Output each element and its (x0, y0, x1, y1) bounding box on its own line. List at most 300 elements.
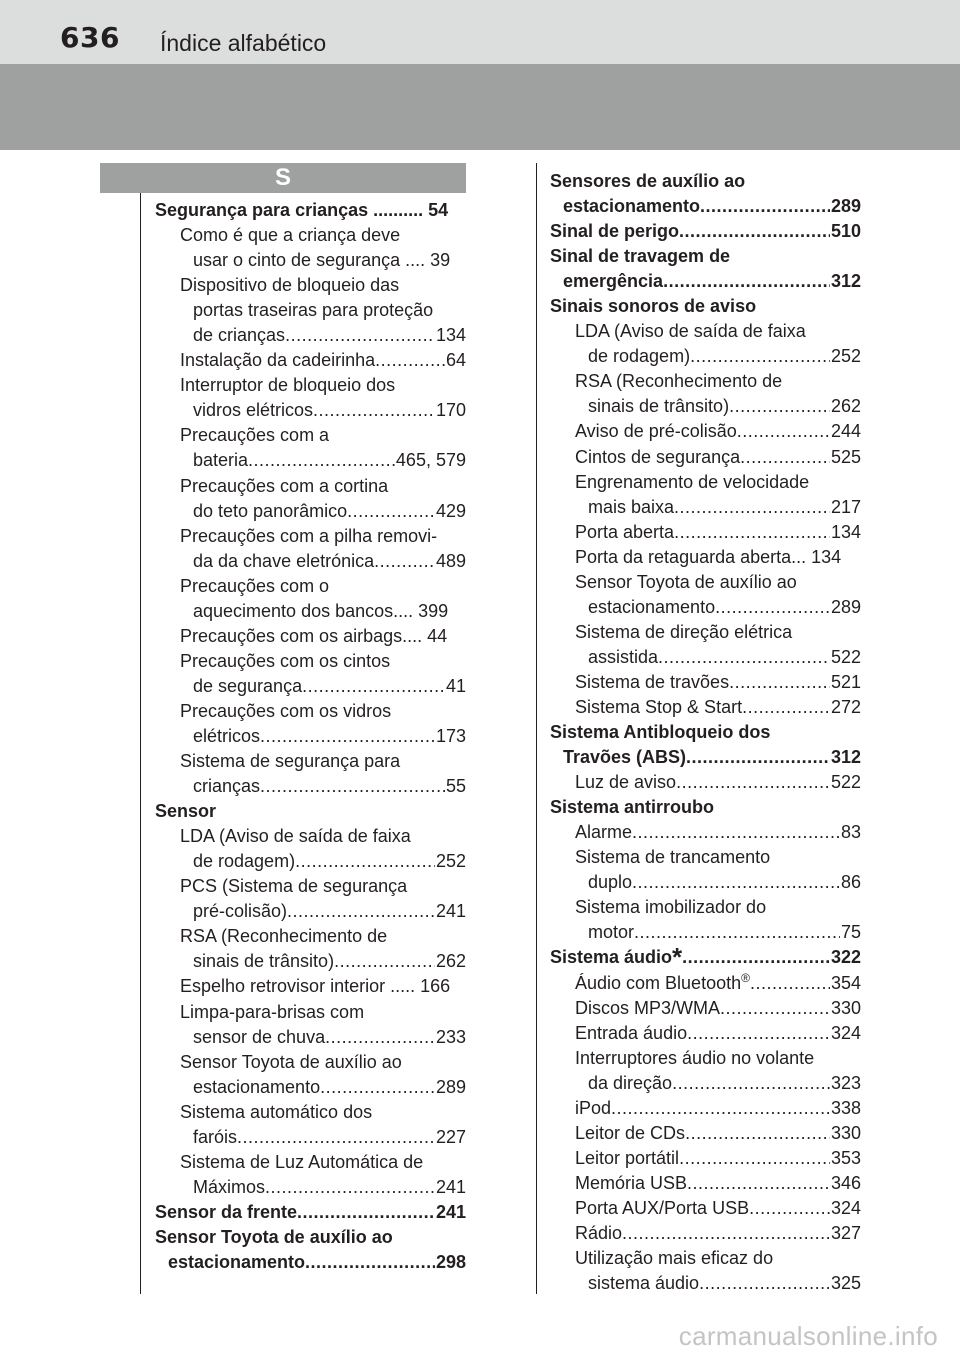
index-entry (155, 373, 466, 398)
entry-label: Discos MP3/WMA (575, 997, 721, 1018)
entry-label: mais baixa (588, 496, 675, 517)
index-entry (550, 720, 861, 745)
entry-label: RSA (Reconhecimento de (180, 926, 388, 947)
entry-label: PCS (Sistema de segurança (180, 876, 408, 897)
index-entry (550, 770, 861, 795)
index-entry (550, 620, 861, 645)
entry-label: Sinal de perigo (550, 221, 680, 242)
leader-dots (679, 1146, 830, 1171)
index-entry (155, 1025, 466, 1050)
entry-label: Sensor (155, 801, 217, 822)
entry-term (550, 219, 679, 244)
entry-term (575, 1171, 687, 1196)
entry-label: RSA (Reconhecimento de (575, 371, 783, 392)
entry-label: Sensor Toyota de auxílio ao (180, 1051, 402, 1072)
entry-label: LDA (Aviso de saída de faixa (575, 321, 806, 342)
leader-dots (260, 774, 445, 799)
entry-page: 330 (830, 1122, 861, 1143)
entry-page: 262 (830, 396, 861, 417)
entry-page: 522 (830, 646, 861, 667)
entry-page: 323 (830, 1072, 861, 1093)
entry-page: 353 (830, 1147, 861, 1168)
index-entry (155, 624, 466, 649)
entry-term (168, 1250, 305, 1275)
leader-dots (737, 419, 830, 444)
entry-page: 252 (830, 346, 861, 367)
entry-term (588, 870, 632, 895)
watermark: carmanualsonline.info (678, 1321, 938, 1351)
entry-page: 289 (830, 196, 861, 217)
index-entry (155, 949, 466, 974)
entry-label: Memória USB (575, 1172, 688, 1193)
entry-label: Porta AUX/Porta USB (575, 1197, 750, 1218)
index-entry (155, 273, 466, 298)
index-entry (550, 1146, 861, 1171)
index-entry (550, 394, 861, 419)
index-entry (155, 524, 466, 549)
entry-page: 217 (830, 496, 861, 517)
entry-label: de segurança (193, 675, 303, 696)
entry-page: 465, 579 (395, 450, 466, 471)
entry-term (193, 499, 347, 524)
entry-page: 241 (435, 1201, 466, 1222)
entry-term (575, 670, 729, 695)
entry-page: 429 (435, 500, 466, 521)
entry-term (575, 1196, 749, 1221)
entry-label: Entrada áudio (575, 1022, 688, 1043)
entry-term (193, 448, 248, 473)
index-entry (155, 674, 466, 699)
index-entry (550, 520, 861, 545)
section-letter: S (100, 163, 466, 193)
entry-label: Sistema de segurança para (180, 751, 401, 772)
index-entry (550, 971, 861, 996)
index-entry (550, 820, 861, 845)
entry-term (588, 1271, 699, 1296)
index-entry (155, 774, 466, 799)
index-entry (155, 323, 466, 348)
entry-label: Travões (ABS) (563, 747, 687, 768)
entry-label: Porta aberta (575, 521, 675, 542)
index-entry (155, 1050, 466, 1075)
index-entry (550, 645, 861, 670)
index-entry (550, 795, 861, 820)
leader-dots (740, 445, 830, 470)
index-column-right (550, 169, 861, 1296)
index-entry (550, 920, 861, 945)
leader-dots (749, 1196, 830, 1221)
entry-superscript: ® (741, 970, 750, 985)
entry-label: Sensor Toyota de auxílio ao (575, 571, 797, 592)
entry-term (193, 849, 295, 874)
leader-dots (622, 1221, 830, 1246)
index-entry (550, 670, 861, 695)
entry-label: Espelho retrovisor interior ..... (180, 976, 416, 997)
entry-label: Sistema automático dos (180, 1101, 373, 1122)
leader-dots (742, 695, 830, 720)
index-entry (155, 849, 466, 874)
entry-label: Sinais sonoros de aviso (550, 296, 757, 317)
entry-label: Sistema de Luz Automática de (180, 1151, 424, 1172)
leader-dots (297, 1200, 435, 1225)
entry-term (193, 949, 334, 974)
entry-term (588, 394, 729, 419)
entry-page: 244 (830, 421, 861, 442)
entry-page: 522 (830, 772, 861, 793)
entry-page: 324 (830, 1022, 861, 1043)
entry-term (193, 1125, 237, 1150)
page-header (0, 0, 960, 64)
entry-label: elétricos (193, 725, 261, 746)
entry-term (193, 1175, 265, 1200)
header-band (0, 64, 960, 150)
entry-page: 39 (425, 250, 451, 271)
entry-label: Sistema de travões (575, 671, 730, 692)
entry-term (575, 1221, 622, 1246)
entry-page: 324 (830, 1197, 861, 1218)
leader-dots (676, 770, 830, 795)
index-entry (155, 423, 466, 448)
entry-label: Máximos (193, 1176, 266, 1197)
entry-page: 312 (830, 747, 861, 768)
entry-label: sensor de chuva (193, 1026, 326, 1047)
entry-page: 233 (435, 1026, 466, 1047)
leader-dots (634, 920, 840, 945)
index-entry (155, 649, 466, 674)
entry-term (155, 1200, 297, 1225)
entry-term (193, 724, 260, 749)
page-title: Índice alfabético (160, 30, 327, 56)
entry-label: Limpa-para-brisas com (180, 1001, 365, 1022)
entry-page: 241 (435, 901, 466, 922)
entry-label: Precauções com o (180, 575, 330, 596)
leader-dots (720, 996, 830, 1021)
entry-label: Sistema imobilizador do (575, 897, 767, 918)
index-entry (155, 874, 466, 899)
entry-label: do teto panorâmico (193, 500, 348, 521)
entry-label: Segurança para crianças .......... (155, 200, 424, 220)
entry-label: Como é que a criança deve (180, 225, 401, 246)
entry-label: sinais de trânsito) (193, 951, 335, 972)
entry-label: Precauções com os airbags.... (180, 625, 423, 646)
entry-term (193, 1025, 325, 1050)
entry-label: Sistema antirroubo (550, 797, 715, 818)
entry-label: Interruptor de bloqueio dos (180, 375, 396, 396)
leader-dots (658, 645, 830, 670)
entry-label: Precauções com a pilha removi- (180, 525, 438, 546)
index-entry (550, 495, 861, 520)
entry-label: Precauções com a cortina (180, 475, 389, 496)
entry-page: 64 (445, 350, 466, 371)
entry-label: de rodagem) (193, 851, 296, 872)
leader-dots (334, 949, 435, 974)
entry-label: Cintos de segurança (575, 446, 741, 467)
entry-label: Sinal de travagem de (550, 246, 731, 267)
entry-page: 241 (435, 1176, 466, 1197)
entry-page: 525 (830, 446, 861, 467)
index-entry (155, 1175, 466, 1200)
index-entry (155, 223, 466, 248)
leader-dots (687, 1021, 830, 1046)
index-entry (155, 574, 466, 599)
entry-term (575, 1146, 679, 1171)
index-entry (550, 244, 861, 269)
entry-label: Dispositivo de bloqueio das (180, 275, 400, 296)
index-entry (155, 1250, 466, 1275)
leader-dots (686, 745, 830, 770)
entry-page: 272 (830, 696, 861, 717)
entry-label: Sistema de trancamento (575, 847, 771, 868)
index-entry (155, 749, 466, 774)
entry-term (563, 745, 686, 770)
leader-dots (375, 348, 445, 373)
index-entry (155, 974, 466, 999)
leader-dots (750, 971, 830, 996)
entry-page: 252 (435, 851, 466, 872)
entry-term (588, 1071, 672, 1096)
entry-term (575, 695, 742, 720)
entry-label: Alarme (575, 822, 633, 843)
entry-page: 298 (435, 1251, 466, 1272)
leader-dots (632, 820, 840, 845)
leader-dots (687, 1171, 830, 1196)
index-entry (155, 1000, 466, 1025)
entry-label: Sistema Antibloqueio dos (550, 722, 771, 743)
entry-term (588, 920, 634, 945)
index-entry (155, 824, 466, 849)
leader-dots (320, 1075, 435, 1100)
index-entry (155, 1225, 466, 1250)
leader-dots (611, 1096, 830, 1121)
leader-dots (672, 1071, 830, 1096)
entry-page: 262 (435, 951, 466, 972)
entry-term (575, 1096, 611, 1121)
index-entry (155, 474, 466, 499)
entry-label: Engrenamento de velocidade (575, 471, 810, 492)
entry-page: 289 (830, 596, 861, 617)
page-number: 636 (60, 21, 120, 54)
entry-page: 86 (840, 872, 861, 893)
entry-label: Utilização mais eficaz do (575, 1248, 774, 1269)
entry-page: 510 (830, 221, 861, 242)
leader-dots (287, 899, 435, 924)
leader-dots (260, 724, 435, 749)
entry-page: 399 (413, 600, 449, 621)
entry-page: 354 (830, 972, 861, 993)
entry-term (193, 674, 302, 699)
entry-term (193, 398, 313, 423)
leader-dots (302, 674, 445, 699)
index-entry (155, 1125, 466, 1150)
entry-label: sistema áudio (588, 1273, 700, 1294)
leader-dots (285, 323, 435, 348)
entry-term (575, 1121, 685, 1146)
entry-page: 54 (423, 200, 449, 220)
entry-label: vidros elétricos (193, 400, 314, 421)
entry-term (575, 770, 676, 795)
leader-dots (295, 849, 435, 874)
entry-page: 44 (422, 625, 448, 646)
leader-dots (237, 1125, 435, 1150)
entry-term (550, 942, 683, 973)
entry-page: 338 (830, 1097, 861, 1118)
index-entry (550, 344, 861, 369)
entry-superscript: * (672, 942, 683, 973)
entry-label: crianças (193, 776, 261, 797)
index-entry (550, 1021, 861, 1046)
entry-label: estacionamento (168, 1251, 306, 1272)
entry-label: estacionamento (563, 196, 701, 217)
index-entry (550, 294, 861, 319)
entry-label: duplo (588, 872, 633, 893)
entry-page: 134 (806, 546, 842, 567)
leader-dots (729, 394, 830, 419)
index-entry (550, 845, 861, 870)
index-entry (550, 895, 861, 920)
leader-dots (674, 495, 830, 520)
index-entry (155, 398, 466, 423)
leader-dots (248, 448, 395, 473)
index-column-left (155, 198, 466, 1275)
entry-label: assistida (588, 646, 659, 667)
leader-dots (690, 344, 830, 369)
entry-label: motor (588, 922, 635, 943)
entry-term (193, 899, 287, 924)
leader-dots (632, 870, 840, 895)
index-entry (550, 1246, 861, 1271)
entry-term (563, 269, 663, 294)
index-entry (550, 745, 861, 770)
entry-label: bateria (193, 450, 249, 471)
index-entry (155, 799, 466, 824)
entry-page: 83 (840, 822, 861, 843)
entry-term (193, 323, 285, 348)
index-entry (155, 248, 466, 273)
index-entry (155, 448, 466, 473)
entry-label: Porta da retaguarda aberta... (575, 546, 807, 567)
index-entry (550, 169, 861, 194)
entry-label: de rodagem) (588, 346, 691, 367)
index-entry (550, 219, 861, 244)
leader-dots (347, 499, 435, 524)
index-entry (155, 1100, 466, 1125)
entry-label: faróis (193, 1126, 238, 1147)
entry-page: 41 (445, 675, 466, 696)
index-entry (155, 298, 466, 323)
index-entry (550, 1221, 861, 1246)
entry-page: 289 (435, 1076, 466, 1097)
entry-label: Leitor portátil (575, 1147, 680, 1168)
entry-label: Precauções com a (180, 425, 330, 446)
entry-label: estacionamento (588, 596, 716, 617)
entry-term (575, 419, 737, 444)
leader-dots (715, 595, 830, 620)
entry-page: 134 (435, 325, 466, 346)
index-entry (550, 269, 861, 294)
entry-term (193, 774, 260, 799)
leader-dots (325, 1025, 435, 1050)
leader-dots (679, 219, 830, 244)
index-entry (155, 198, 466, 223)
leader-dots (699, 1271, 830, 1296)
entry-label: da direção (588, 1072, 673, 1093)
entry-term (588, 645, 658, 670)
index-entry (550, 695, 861, 720)
index-entry (550, 870, 861, 895)
entry-label: da da chave eletrónica (193, 550, 375, 571)
entry-label: Sensor da frente (155, 1201, 298, 1222)
entry-label: Interruptores áudio no volante (575, 1047, 815, 1068)
index-entry (550, 595, 861, 620)
entry-page: 325 (830, 1273, 861, 1294)
entry-term (575, 820, 632, 845)
index-entry (550, 470, 861, 495)
entry-label: emergência (563, 271, 664, 292)
index-entry (550, 1096, 861, 1121)
leader-dots (305, 1250, 435, 1275)
entry-term (588, 495, 674, 520)
index-entry (550, 545, 861, 570)
entry-term (180, 348, 375, 373)
entry-label: pré-colisão) (193, 901, 288, 922)
index-entry (550, 1046, 861, 1071)
entry-label: iPod (575, 1097, 612, 1118)
entry-label: Sistema áudio (550, 947, 673, 968)
entry-label: de crianças (193, 325, 286, 346)
index-entry (550, 319, 861, 344)
entry-term (588, 595, 715, 620)
index-entry (155, 724, 466, 749)
index-entry (550, 445, 861, 470)
entry-page: 55 (445, 776, 466, 797)
index-entry (550, 1071, 861, 1096)
left-column-rule (140, 193, 141, 1294)
entry-page: 134 (830, 521, 861, 542)
leader-dots (674, 520, 830, 545)
entry-term (575, 971, 750, 996)
leader-dots (685, 1121, 830, 1146)
entry-label: Sensor Toyota de auxílio ao (155, 1226, 393, 1247)
entry-term (588, 344, 690, 369)
entry-page: 521 (830, 671, 861, 692)
leader-dots (265, 1175, 435, 1200)
leader-dots (729, 670, 830, 695)
entry-term (575, 1021, 687, 1046)
entry-label: Luz de aviso (575, 772, 677, 793)
entry-page: 322 (830, 947, 861, 968)
index-entry (550, 1271, 861, 1296)
index-entry (550, 1121, 861, 1146)
entry-label: Precauções com os vidros (180, 700, 392, 721)
entry-label: Áudio com Bluetooth (575, 972, 742, 993)
entry-label: sinais de trânsito) (588, 396, 730, 417)
index-entry (550, 942, 861, 973)
entry-label: Aviso de pré-colisão (575, 421, 737, 442)
entry-term (193, 549, 374, 574)
leader-dots (700, 194, 830, 219)
entry-page: 346 (830, 1172, 861, 1193)
entry-page: 327 (830, 1222, 861, 1243)
entry-term (575, 996, 720, 1021)
leader-dots (374, 549, 435, 574)
index-entry (550, 1171, 861, 1196)
index-entry (155, 699, 466, 724)
index-entry (155, 499, 466, 524)
entry-label: Sensores de auxílio ao (550, 171, 746, 191)
entry-page: 173 (435, 725, 466, 746)
index-entry (550, 369, 861, 394)
entry-label: usar o cinto de segurança .... (193, 250, 426, 271)
